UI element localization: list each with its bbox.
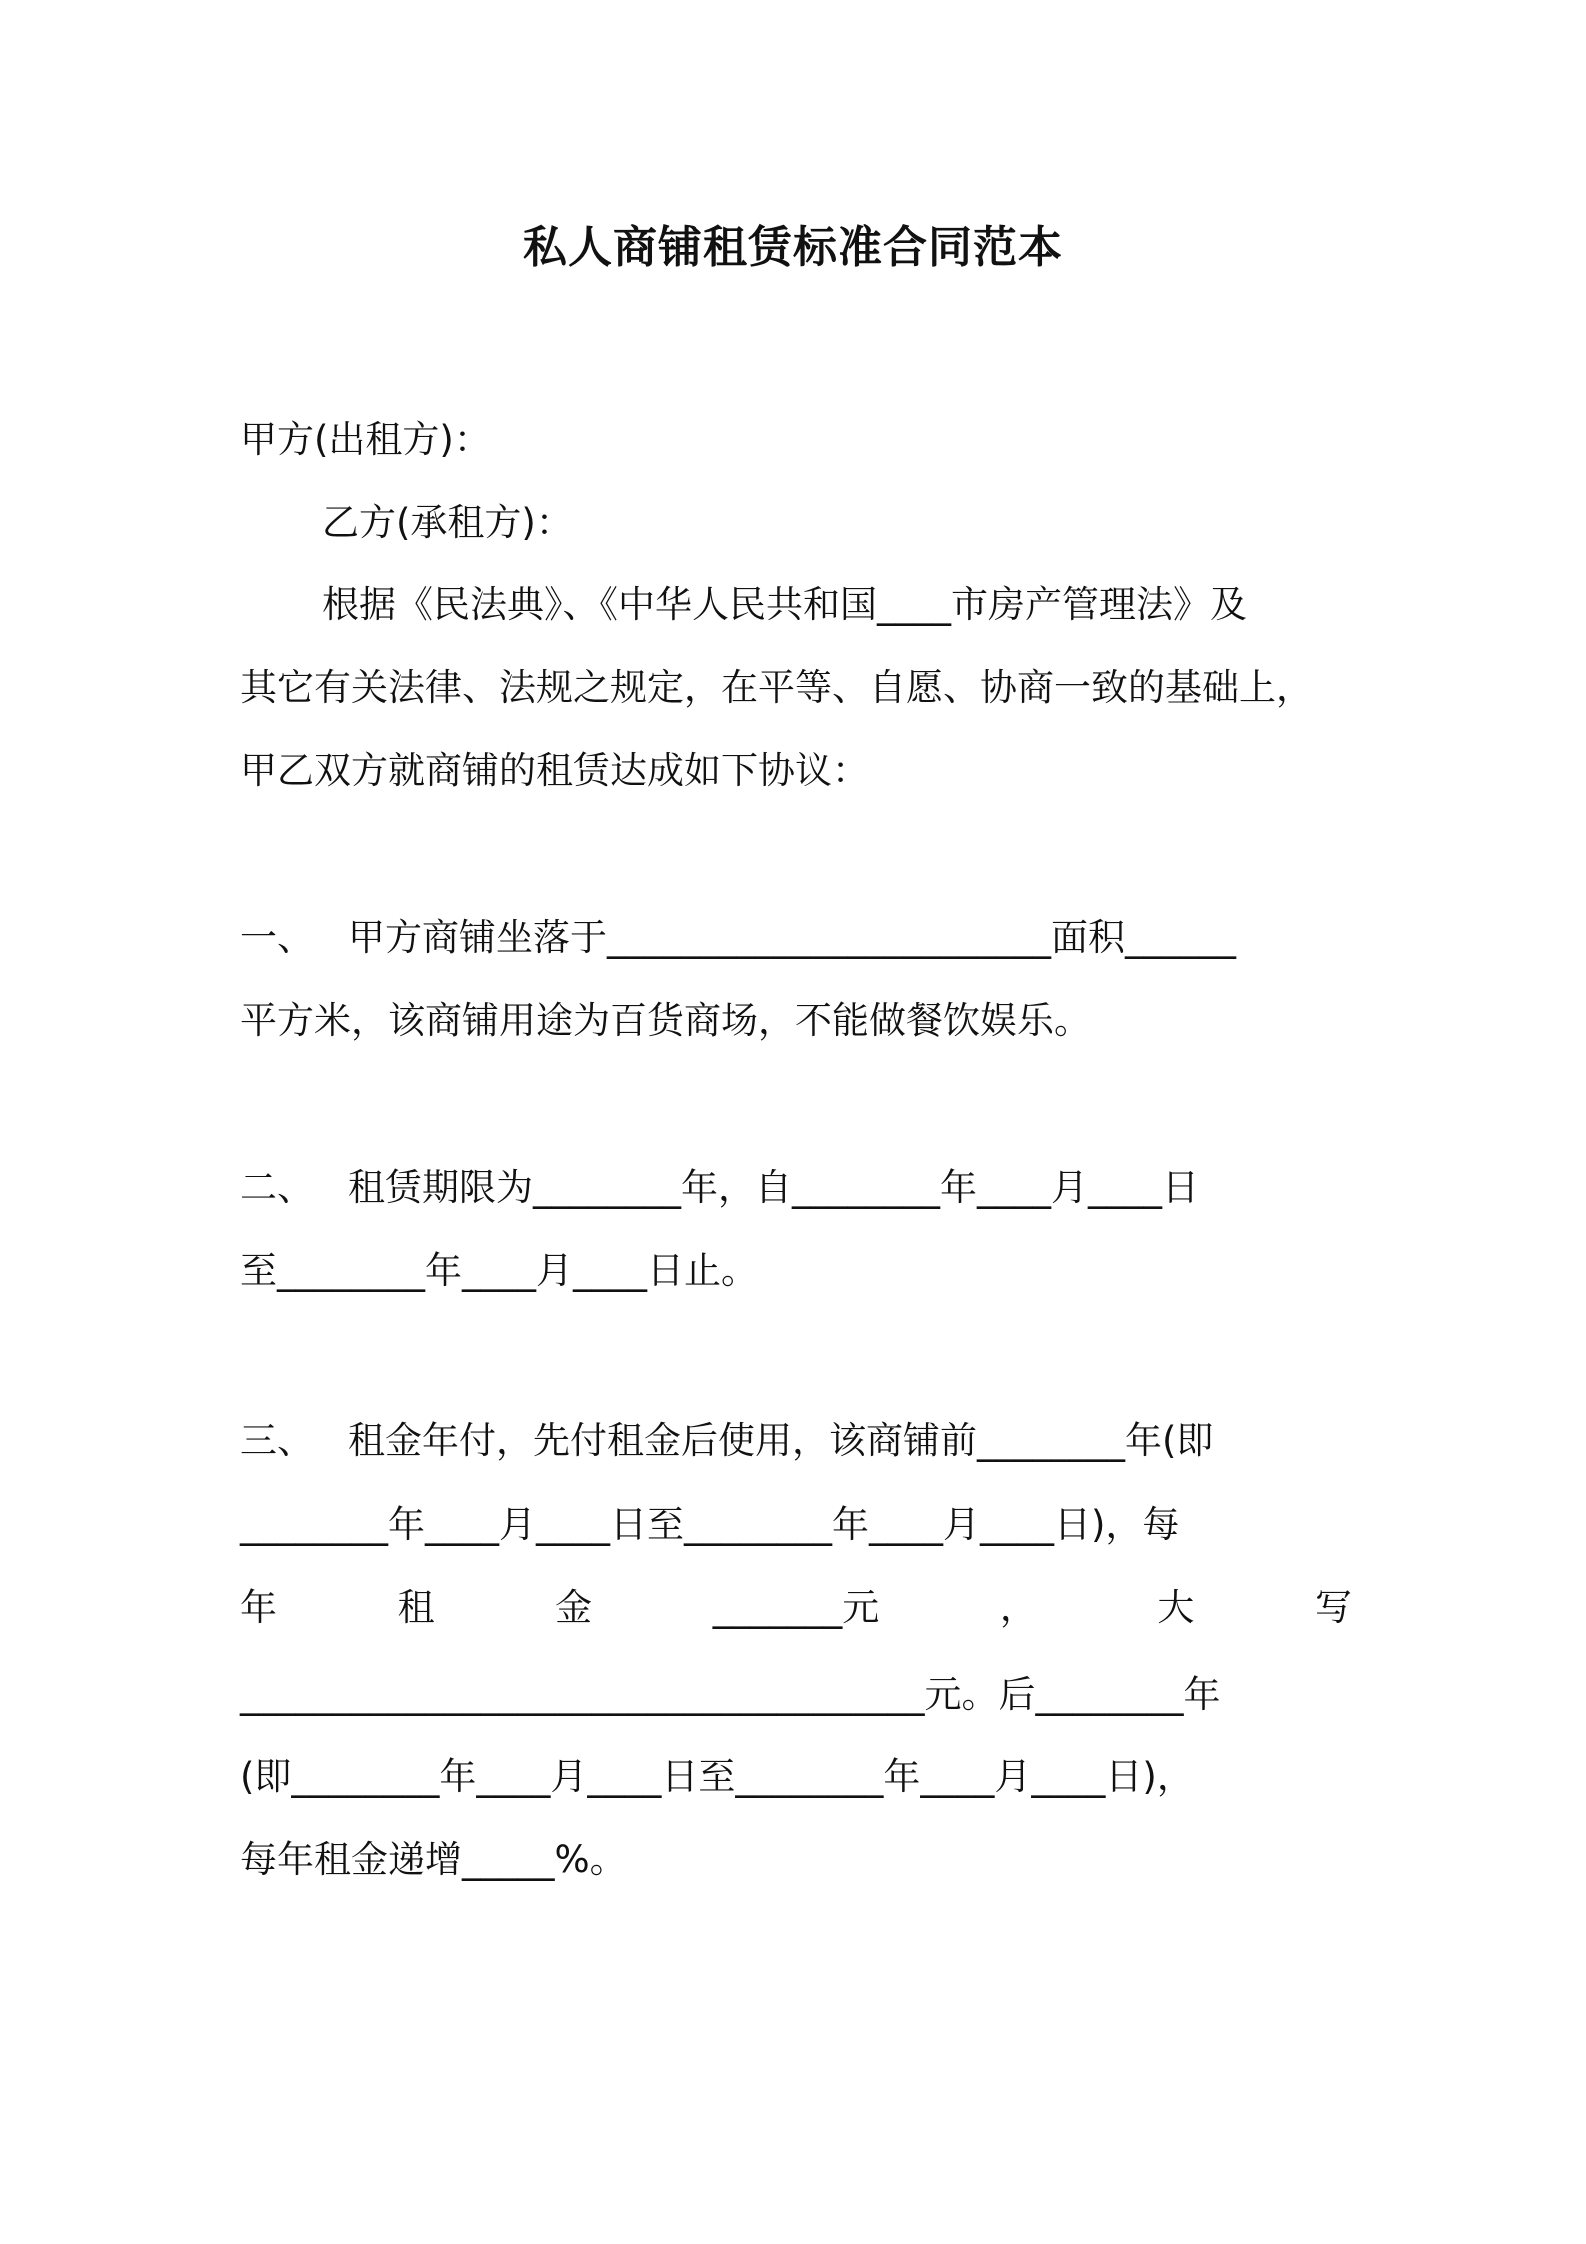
clause-2-text: 租赁期限为________年，自________年____月____日 bbox=[348, 1166, 1199, 1209]
clause-3-word: ， bbox=[999, 1586, 1037, 1629]
clause-3-line-3 bbox=[240, 1583, 1352, 1633]
clause-2-number: 二、 bbox=[240, 1166, 314, 1209]
preamble-line-1: 根据《民法典》、《中华人民共和国____市房产管理法》及 bbox=[322, 583, 1247, 626]
party-b-line: 乙方(承租方)： bbox=[322, 501, 573, 544]
document-title: 私人商铺租赁标准合同范本 bbox=[523, 222, 1063, 273]
preamble-line-3: 甲乙双方就商铺的租赁达成如下协议： bbox=[240, 749, 869, 792]
clause-3-word: 年 bbox=[240, 1586, 277, 1629]
clause-2-line-2: 至________年____月____日止。 bbox=[240, 1249, 758, 1292]
clause-1-text: 甲方商铺坐落于________________________面积______ bbox=[348, 916, 1236, 959]
clause-3-line-5: (即________年____月____日至________年____月____日)， bbox=[240, 1755, 1194, 1798]
clause-3-word: 金 bbox=[555, 1586, 593, 1629]
clause-3-number: 三、 bbox=[240, 1419, 314, 1462]
clause-1-number: 一、 bbox=[240, 916, 314, 959]
preamble-line-2: 其它有关法律、法规之规定，在平等、自愿、协商一致的基础上， bbox=[240, 666, 1313, 709]
clause-3-line-2: ________年____月____日至________年____月____日)，每 bbox=[240, 1503, 1180, 1546]
clause-2-line-1 bbox=[240, 1163, 1199, 1213]
party-a-line: 甲方(出租方)： bbox=[240, 418, 491, 461]
clause-1-line-1 bbox=[240, 913, 1236, 963]
clause-3-word: 大 bbox=[1157, 1586, 1195, 1629]
clause-3-line-1 bbox=[240, 1416, 1213, 1466]
clause-3-line-6: 每年租金递增_____%。 bbox=[240, 1838, 627, 1881]
clause-3-text: 租金年付，先付租金后使用，该商铺前________年(即 bbox=[348, 1419, 1214, 1462]
clause-3-line-4: _____________________________________元。后________年 bbox=[240, 1673, 1221, 1716]
clause-3-word: 租 bbox=[397, 1586, 435, 1629]
clause-3-word: 写 bbox=[1314, 1586, 1352, 1629]
clause-1-line-2: 平方米，该商铺用途为百货商场，不能做餐饮娱乐。 bbox=[240, 999, 1091, 1042]
clause-3-word: _______元 bbox=[712, 1586, 880, 1629]
